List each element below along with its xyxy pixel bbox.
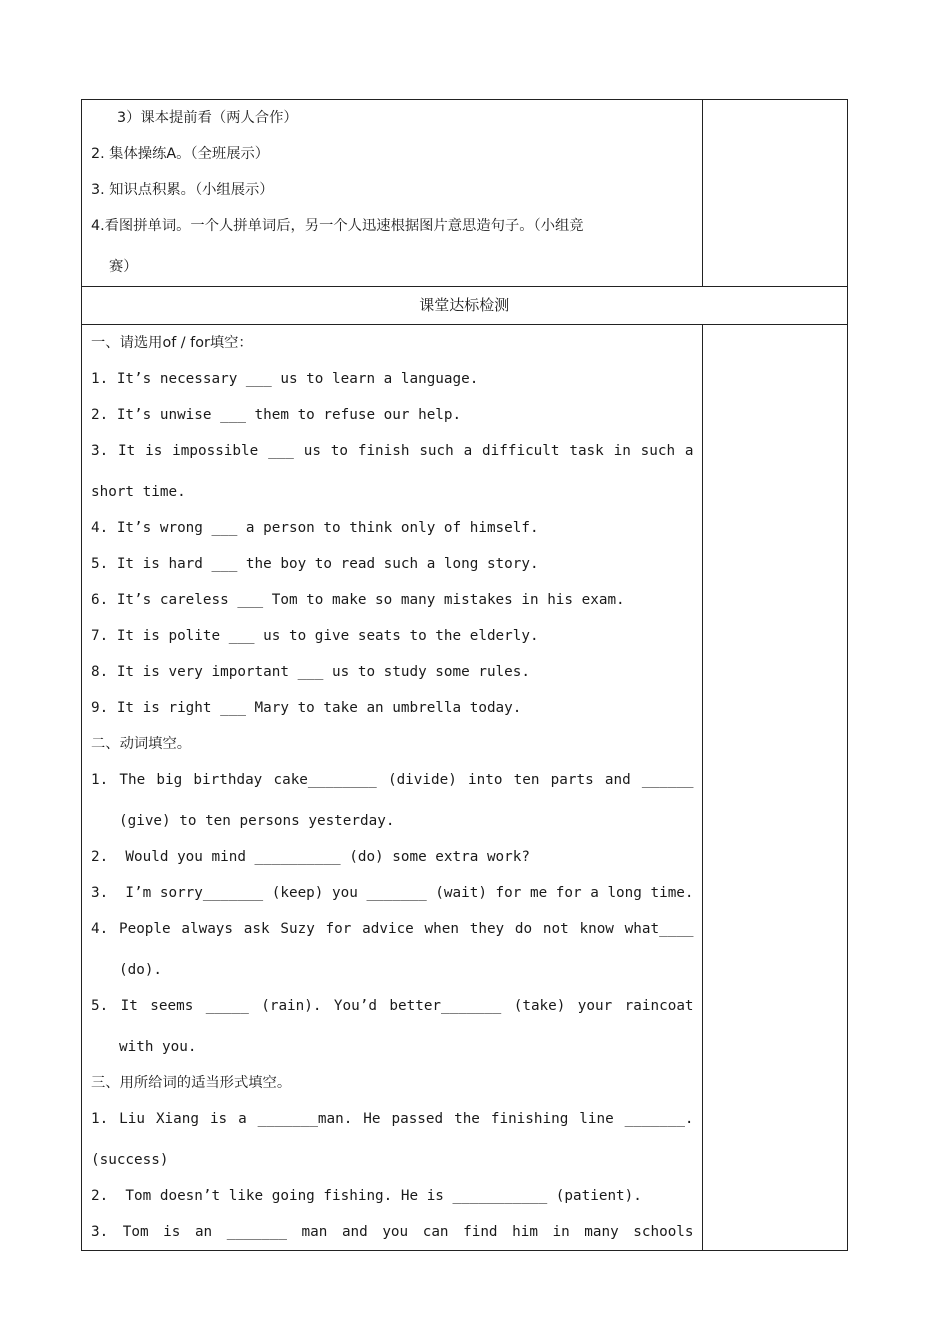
exercise-item: 3. It is impossible ___ us to finish such a difficult task in such a (91, 443, 694, 459)
exercise-item: 4. It’s wrong ___ a person to think only of himself. (91, 520, 539, 536)
exercise-item: 5. It is hard ___ the boy to read such a long story. (91, 556, 539, 572)
exercise-item-continued: short time. (91, 484, 186, 500)
activities-cell (82, 100, 703, 287)
exercise-item: 3. Tom is an _______ man and you can find him in many schools (91, 1224, 694, 1240)
part3-heading: 三、用所给词的适当形式填空。 (91, 1075, 292, 1091)
exercise-item: 2. Tom doesn’t like going fishing. He is ___________ (patient). (91, 1188, 642, 1204)
exercise-item: 2. Would you mind __________ (do) some extra work? (91, 849, 530, 865)
activity-line: 4.看图拼单词。一个人拼单词后，另一个人迅速根据图片意思造句子。（小组竞 (91, 218, 584, 234)
section-title-cell (82, 287, 848, 325)
exercise-item-continued: (do). (119, 962, 163, 978)
exercises-row (82, 325, 848, 1251)
exercise-item: 1. It’s necessary ___ us to learn a language. (91, 371, 479, 387)
exercise-item: 4. People always ask Suzy for advice when they do not know what____ (91, 921, 694, 937)
activities-row (82, 100, 848, 287)
activity-line: 3. 知识点积累。（小组展示） (91, 182, 274, 198)
part1-heading: 一、请选用of / for填空： (91, 335, 253, 351)
exercises-cell (82, 325, 703, 1251)
exercise-item: 6. It’s careless ___ Tom to make so many mistakes in his exam. (91, 592, 625, 608)
activity-line: 3）课本提前看（两人合作） (117, 110, 298, 126)
exercise-item: 7. It is polite ___ us to give seats to the elderly. (91, 628, 539, 644)
exercise-item: 2. It’s unwise ___ them to refuse our help. (91, 407, 462, 423)
notes-cell (702, 100, 847, 287)
notes-cell (702, 325, 847, 1251)
exercise-item: 9. It is right ___ Mary to take an umbrella today. (91, 700, 522, 716)
exercise-item-continued: (success) (91, 1152, 169, 1168)
exercise-item: 3. I’m sorry_______ (keep) you _______ (wait) for me for a long time. (91, 885, 694, 901)
exercise-item-continued: with you. (119, 1039, 197, 1055)
exercise-item-continued: (give) to ten persons yesterday. (119, 813, 395, 829)
worksheet-table (81, 99, 848, 1251)
exercise-item: 1. Liu Xiang is a _______man. He passed the finishing line _______. (91, 1111, 694, 1127)
exercise-item: 1. The big birthday cake________ (divide) into ten parts and ______ (91, 772, 694, 788)
section-title-row (82, 287, 848, 325)
exercise-item: 5. It seems _____ (rain). You’d better_______ (take) your raincoat (91, 998, 694, 1014)
activity-line: 赛） (109, 259, 138, 275)
exercise-item: 8. It is very important ___ us to study some rules. (91, 664, 530, 680)
section-title: 课堂达标检测 (419, 296, 510, 314)
part2-heading: 二、动词填空。 (91, 736, 192, 752)
activity-line: 2. 集体操练A。（全班展示） (91, 146, 270, 162)
